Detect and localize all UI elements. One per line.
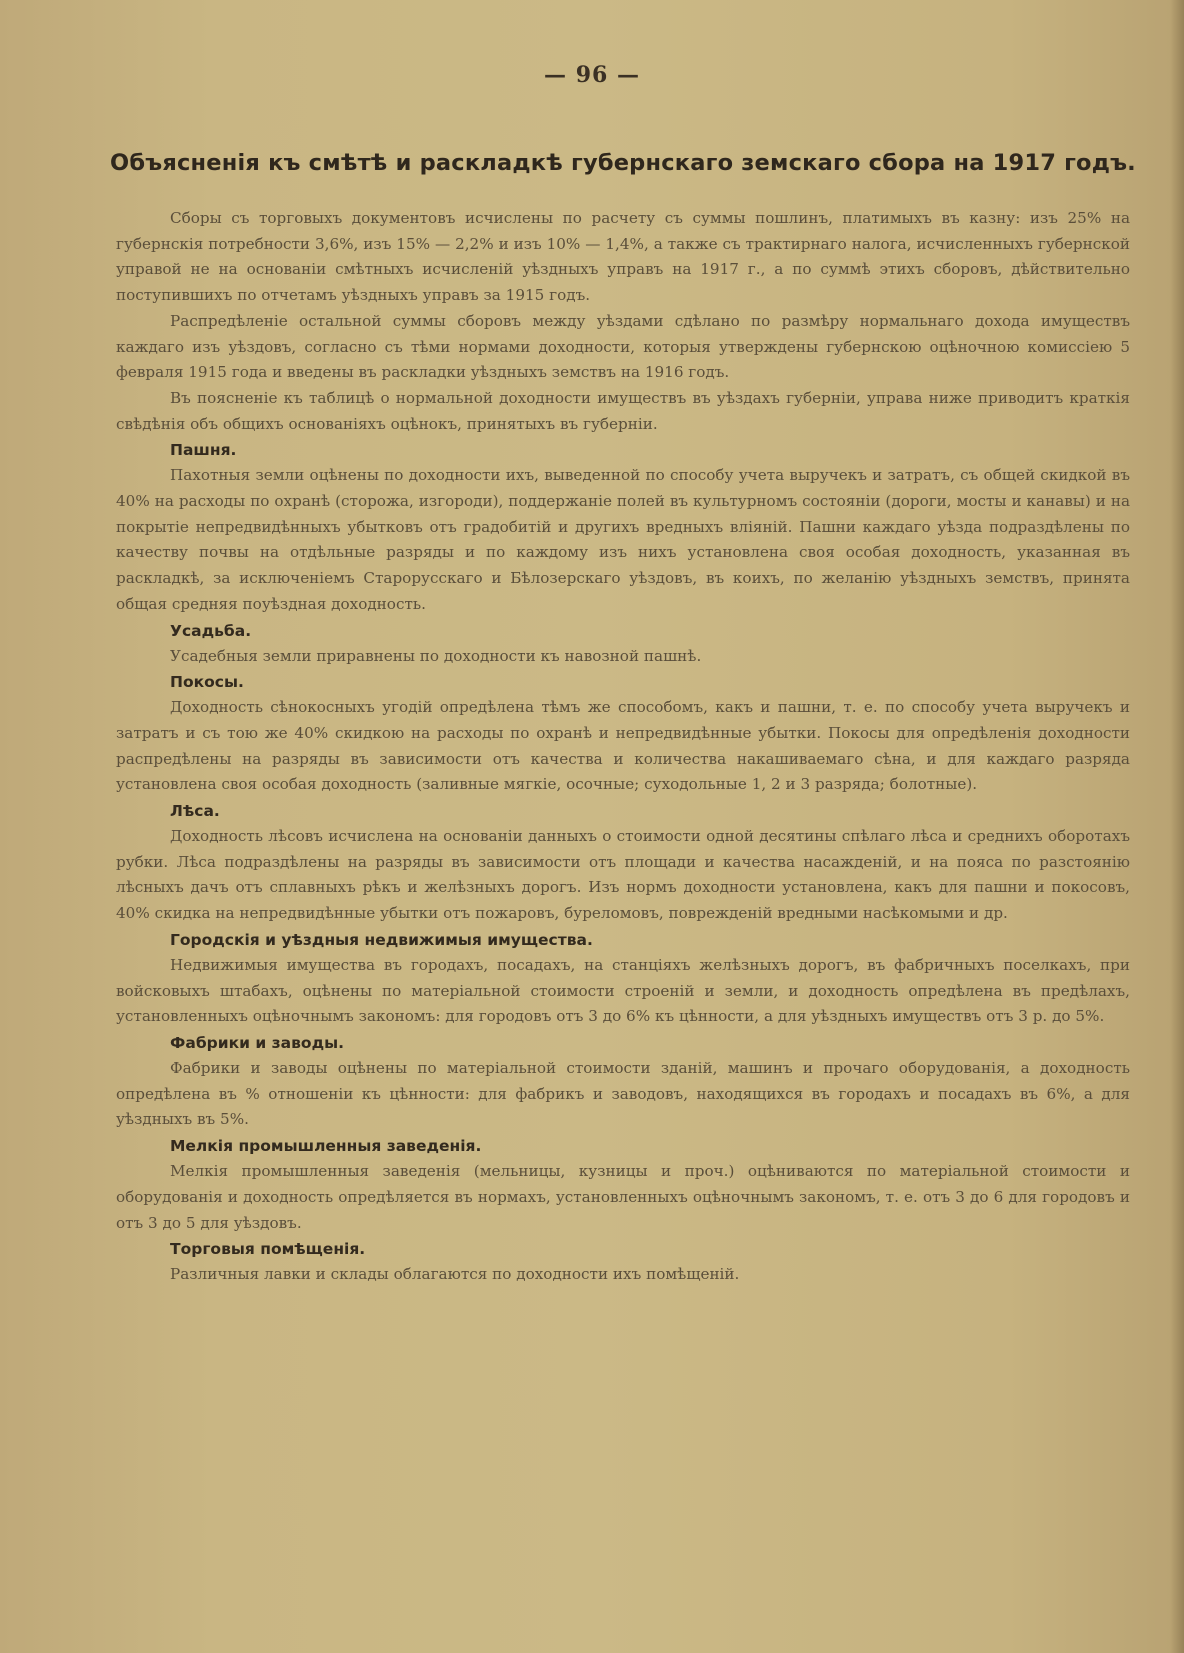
paragraph-real-estate: Недвижимыя имущества въ городахъ, посадахъ, на станціяхъ желѣзныхъ дорогъ, въ фабричныхъ поселкахъ, при войсковыхъ штабахъ, оцѣнены по матеріальной стоимости строеній и земли, и доходность опредѣлена въ предѣлахъ, установленныхъ оцѣночнымъ закономъ: для городовъ отъ 3 до 6% къ цѣнности, а для уѣздныхъ имуществъ отъ 3 р. до 5%. (116, 955, 1130, 1026)
page-edge-shadow (1170, 0, 1184, 1653)
paragraph-explanation: Въ поясненіе къ таблицѣ о нормальной доходности имуществъ въ уѣздахъ губерніи, управа ниже приводитъ краткія свѣдѣнія объ общихъ основаніяхъ оцѣнокъ, принятыхъ въ губерніи. (116, 388, 1130, 433)
paragraph-small-enterprises: Мелкія промышленныя заведенія (мельницы, кузницы и проч.) оцѣниваются по матеріальной стоимости и оборудованія и доходность опредѣляется въ нормахъ, установленныхъ оцѣночнымъ закономъ, т. е. отъ 3 до 6 для городовъ и отъ 3 до 5 для уѣздовъ. (116, 1162, 1130, 1232)
paragraph-distribution: Распредѣленіе остальной суммы сборовъ между уѣздами сдѣлано по размѣру нормальнаго дохода имуществъ каждаго изъ уѣздовъ, согласно съ тѣми нормами доходности, которыя утверждены губернскою оцѣночною комиссіею 5 февраля 1915 года и введены въ раскладки уѣздныхъ земствъ на 1916 годъ. (116, 311, 1130, 382)
paragraph-homestead: Усадебныя земли приравнены по доходности къ навозной пашнѣ. (170, 646, 702, 665)
paragraph-hayfields: Доходность сѣнокосныхъ угодій опредѣлена тѣмъ же способомъ, какъ и пашни, т. е. по способу учета выручекъ и затратъ и съ тою же 40% скидкою на расходы по охранѣ и непредвидѣнные убытки. Покосы для опредѣленія доходности распредѣлены на разряды въ зависимости отъ качества и количества накашиваемаго сѣна, и для каждаго разряда установлена своя особая доходность (заливные мягкіе, осочные; суходольные 1, 2 и 3 разряда; болотные). (116, 698, 1130, 794)
heading-commercial-premises: Торговыя помѣщенія. (170, 1240, 366, 1259)
paragraph-arable-land: Пахотныя земли оцѣнены по доходности ихъ, выведенной по способу учета выручекъ и затратъ, съ общей скидкой въ 40% на расходы по охранѣ (сторожа, изгороди), поддержаніе полей въ культурномъ состояніи (дороги, мосты и канавы) и на покрытіе непредвидѣнныхъ убытковъ отъ градобитій и другихъ вредныхъ вліяній. Пашни каждаго уѣзда подраздѣлены по качеству почвы на отдѣльные разряды и по каждому изъ нихъ установлена своя особая доходность, указанная въ раскладкѣ, за исключеніемъ Старорусскаго и Бѣлозерскаго уѣздовъ, въ коихъ, по желанію уѣздныхъ земствъ, принята общая средняя поуѣздная доходность. (116, 466, 1130, 613)
paragraph-stamp-fees: Сборы съ торговыхъ документовъ исчислены по расчету съ суммы пошлинъ, платимыхъ въ казну: изъ 25% на губернскія потребности 3,6%, изъ 15% — 2,2% и изъ 10% — 1,4%, а также съ трактирнаго налога, исчисленныхъ губернской управой не на основаніи смѣтныхъ исчисленій уѣздныхъ управъ на 1917 г., а по суммѣ этихъ сборовъ, дѣйствительно поступившихъ по отчетамъ уѣздныхъ управъ за 1915 годъ. (116, 209, 1130, 305)
heading-hayfields: Покосы. (170, 673, 244, 692)
heading-homestead: Усадьба. (170, 621, 252, 640)
heading-real-estate: Городскія и уѣздныя недвижимыя имущества. (170, 930, 593, 949)
page-number: — 96 — (544, 62, 640, 88)
heading-arable-land: Пашня. (170, 441, 237, 460)
document-body (116, 206, 1130, 1288)
document-title: Объясненія къ смѣтѣ и раскладкѣ губернскаго земскаго сбора на 1917 годъ. (110, 150, 1136, 176)
paragraph-forests: Доходность лѣсовъ исчислена на основаніи данныхъ о стоимости одной десятины спѣлаго лѣса и среднихъ оборотахъ рубки. Лѣса подраздѣлены на разряды въ зависимости отъ площади и качества насажденій, и на пояса по разстоянію лѣсныхъ дачъ отъ сплавныхъ рѣкъ и желѣзныхъ дорогъ. Изъ нормъ доходности установлена, какъ для пашни и покосовъ, 40% скидка на непредвидѣнные убытки отъ пожаровъ, буреломовъ, поврежденій вредными насѣкомыми и др. (116, 827, 1130, 923)
heading-factories: Фабрики и заводы. (170, 1033, 344, 1052)
heading-forests: Лѣса. (170, 802, 220, 821)
paragraph-factories: Фабрики и заводы оцѣнены по матеріальной стоимости зданій, машинъ и прочаго оборудованія, а доходность опредѣлена въ % отношеніи къ цѣнности: для фабрикъ и заводовъ, находящихся въ городахъ и посадахъ въ 6%, а для уѣздныхъ въ 5%. (116, 1058, 1130, 1129)
heading-small-enterprises: Мелкія промышленныя заведенія. (170, 1137, 482, 1156)
paragraph-commercial-premises: Различныя лавки и склады облагаются по доходности ихъ помѣщеній. (170, 1265, 740, 1284)
